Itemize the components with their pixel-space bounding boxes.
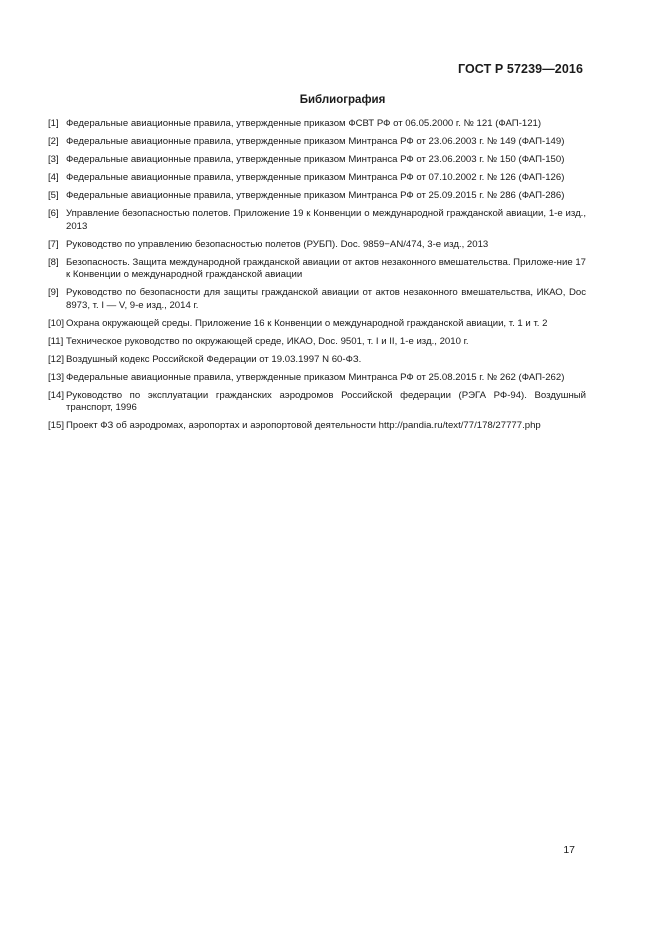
bibliography-item-text: Федеральные авиационные правила, утвержденные приказом Минтранса РФ от 23.06.2003 г. № 150 (ФАП-150) [66,154,565,165]
bibliography-item-text: Проект ФЗ об аэродромах, аэропортах и аэропортовой деятельности http://pandia.ru/text/77/178/27777.php [66,420,541,431]
bibliography-item-text: Федеральные авиационные правила, утвержденные приказом Минтранса РФ от 25.09.2015 г. № 286 (ФАП-286) [66,190,565,201]
bibliography-item-text: Охрана окружающей среды. Приложение 16 к Конвенции о международной гражданской авиации, т. 1 и т. 2 [66,317,548,329]
bibliography-item [48,390,586,415]
bibliography-item-text: Федеральные авиационные правила, утвержденные приказом ФСВТ РФ от 06.05.2000 г. № 121 (ФАП-121) [66,118,542,129]
bibliography-item-text: Руководство по эксплуатации гражданских аэродромов Российской федерации (РЭГА РФ-94). Воздушный транспорт, 1996 [66,389,586,413]
bibliography-item [48,257,586,282]
bibliography-item-text: Управление безопасностью полетов. Приложение 19 к Конвенции о международной гражданской авиации, 1-е изд., 2013 [66,208,586,232]
bibliography-item-number: [14] [48,389,65,401]
bibliography-item [48,190,586,203]
bibliography-item [48,420,586,433]
bibliography-item-number: [11] [48,335,64,347]
bibliography-item-number: [6] [48,208,59,219]
document-code: ГОСТ Р 57239—2016 [457,62,583,76]
bibliography-item-number: [8] [48,256,59,268]
bibliography-item-number: [10] [48,317,65,329]
section-title: Библиография [299,94,386,106]
bibliography-item [48,318,586,331]
bibliography-item-number: [4] [48,172,59,183]
bibliography-item-text: Федеральные авиационные правила, утвержденные приказом Минтранса РФ от 25.08.2015 г. № 262 (ФАП-262) [66,371,565,383]
bibliography-list [48,118,586,438]
bibliography-item [48,118,586,131]
bibliography-item [48,154,586,167]
bibliography-item-text: Безопасность. Защита международной гражданской авиации от актов незаконного вмешательства. Приложе-ние 17 к Конвенции о международной гражданской авиации [66,256,586,280]
bibliography-item-number: [12] [48,353,65,365]
bibliography-item-text: Федеральные авиационные правила, утвержденные приказом Минтранса РФ от 07.10.2002 г. № 126 (ФАП-126) [66,172,565,183]
bibliography-item-text: Федеральные авиационные правила, утвержденные приказом Минтранса РФ от 23.06.2003 г. № 149 (ФАП-149) [66,136,565,147]
bibliography-item [48,208,586,233]
bibliography-item-number: [13] [48,371,65,383]
bibliography-item-number: [7] [48,238,59,250]
bibliography-item-number: [9] [48,287,59,298]
bibliography-item [48,172,586,185]
bibliography-item [48,354,586,367]
bibliography-item-number: [1] [48,118,59,129]
bibliography-item [48,372,586,385]
bibliography-item [48,136,586,149]
bibliography-item-text: Техническое руководство по окружающей среде, ИКАО, Doc. 9501, т. I и II, 1-е изд., 2010 г. [66,335,469,347]
bibliography-item-text: Воздушный кодекс Российской Федерации от 19.03.1997 N 60-ФЗ. [66,353,362,365]
bibliography-item [48,287,586,312]
bibliography-item-number: [15] [48,420,65,431]
bibliography-item [48,239,586,252]
bibliography-item-number: [3] [48,154,59,165]
bibliography-item-text: Руководство по управлению безопасностью полетов (РУБП). Doc. 9859−AN/474, 3-е изд., 2013 [66,238,489,250]
bibliography-item-number: [2] [48,136,59,147]
bibliography-item-text: Руководство по безопасности для защиты гражданской авиации от актов незаконного вмешательства, ИКАО, Doc 8973, т. I — V, 9-е изд., 2014 г. [66,287,586,311]
page-number: 17 [563,844,575,856]
bibliography-item-number: [5] [48,190,59,201]
bibliography-item [48,336,586,349]
